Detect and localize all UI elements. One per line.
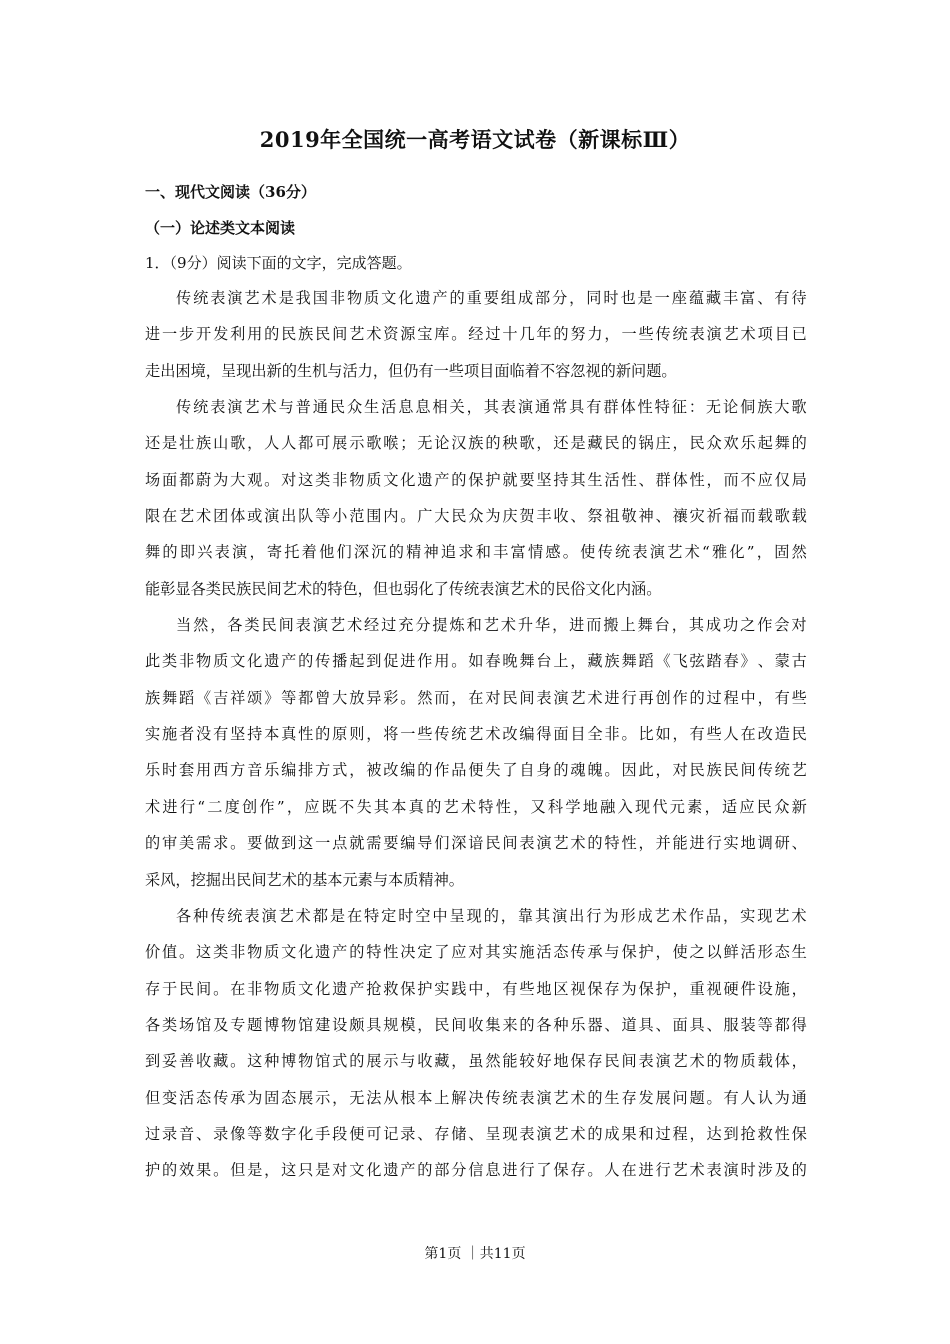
passage-line: 但 变 活 态 传 承 为 固 态 展 示 ， 无 法 从 根 本 上 解 决 传 统 表 演 艺 术 的 生 存 发 展 问 题 。 有 人 认 为 通 [145, 1088, 807, 1107]
passage-line: 各 类 场 馆 及 专 题 博 物 馆 建 设 颇 具 规 模 ， 民 间 收 集 来 的 各 种 乐 器 、 道 具 、 面 具 、 服 装 等 都 得 [145, 1015, 807, 1034]
subsection-heading: （一）论述类文本阅读 [145, 219, 296, 237]
passage-line: 各 种 传 统 表 演 艺 术 都 是 在 特 定 时 空 中 呈 现 的 ， 靠 其 演 出 行 为 形 成 艺 术 作 品 ， 实 现 艺 术 [176, 906, 807, 925]
passage-line: 到 妥 善 收 藏 。 这 种 博 物 馆 式 的 展 示 与 收 藏 ， 虽 然 能 较 好 地 保 存 民 间 表 演 艺 术 的 物 质 载 体 ， [145, 1052, 807, 1071]
passage-line: 价 值 。 这 类 非 物 质 文 化 遗 产 的 特 性 决 定 了 应 对 其 实 施 活 态 传 承 与 保 护 ， 使 之 以 鲜 活 形 态 生 [145, 943, 807, 962]
document-title: 2019年全国统一高考语文试卷（新课标Ⅲ） [259, 127, 691, 152]
passage-line: 走出困境，呈现出新的生机与活力，但仍有一些项目面临着不容忽视的新问题。 [145, 361, 677, 380]
reading-passage [145, 286, 807, 1195]
passage-line: 能彰显各类民族民间艺术的特色，但也弱化了传统表演艺术的民俗文化内涵。 [145, 579, 662, 598]
passage-line: 还 是 壮 族 山 歌 ， 人 人 都 可 展 示 歌 喉 ； 无 论 汉 族 的 秧 歌 ， 还 是 藏 民 的 锅 庄 ， 民 众 欢 乐 起 舞 的 [145, 434, 807, 453]
passage-line: 实 施 者 没 有 坚 持 本 真 性 的 原 则 ， 将 一 些 传 统 艺 术 改 编 得 面 目 全 非 。 比 如 ， 有 些 人 在 改 造 民 [145, 725, 807, 744]
passage-line: 过 录 音 、 录 像 等 数 字 化 手 段 便 可 记 录 、 存 储 、 呈 现 表 演 艺 术 的 成 果 和 过 程 ， 达 到 抢 救 性 保 [145, 1124, 807, 1143]
passage-line: 族 舞 蹈 《 吉 祥 颂 》 等 都 曾 大 放 异 彩 。 然 而 ， 在 对 民 间 表 演 艺 术 进 行 再 创 作 的 过 程 中 ， 有 些 [145, 688, 807, 707]
passage-line: 的 审 美 需 求 。 要 做 到 这 一 点 就 需 要 编 导 们 深 谙 民 间 表 演 艺 术 的 特 性 ， 并 能 进 行 实 地 调 研 、 [145, 834, 807, 853]
passage-line: 传 统 表 演 艺 术 是 我 国 非 物 质 文 化 遗 产 的 重 要 组 成 部 分 ， 同 时 也 是 一 座 蕴 藏 丰 富 、 有 待 [176, 289, 807, 307]
passage-line: 传 统 表 演 艺 术 与 普 通 民 众 生 活 息 息 相 关 ， 其 表 演 通 常 具 有 群 体 性 特 征 ： 无 论 侗 族 大 歌 [176, 398, 807, 417]
passage-line: 场 面 都 蔚 为 大 观 。 对 这 类 非 物 质 文 化 遗 产 的 保 护 就 要 坚 持 其 生 活 性 、 群 体 性 ， 而 不 应 仅 局 [145, 470, 807, 489]
page-footer: 第1页 ｜共11页 [424, 1246, 526, 1262]
passage-line: 舞 的 即 兴 表 演 ， 寄 托 着 他 们 深 沉 的 精 神 追 求 和 丰 富 情 感 。 使 传 统 表 演 艺 术 “ 雅 化 ” ， 固 然 [145, 543, 807, 562]
passage-line: 采风，挖掘出民间艺术的基本元素与本质精神。 [145, 870, 464, 889]
passage-line: 术 进 行 “ 二 度 创 作 ” ， 应 既 不 失 其 本 真 的 艺 术 特 性 ， 又 科 学 地 融 入 现 代 元 素 ， 适 应 民 众 新 [145, 797, 807, 816]
passage-line: 此 类 非 物 质 文 化 遗 产 的 传 播 起 到 促 进 作 用 。 如 春 晚 舞 台 上 ， 藏 族 舞 蹈 《 飞 弦 踏 春 》 、 蒙 古 [145, 652, 807, 671]
section-heading: 一、现代文阅读（36分） [145, 183, 316, 201]
question-prompt: 1．（9分）阅读下面的文字，完成答题。 [145, 254, 412, 272]
passage-line: 护 的 效 果 。 但 是 ， 这 只 是 对 文 化 遗 产 的 部 分 信 息 进 行 了 保 存 。 人 在 进 行 艺 术 表 演 时 涉 及 的 [145, 1161, 807, 1180]
passage-line: 乐 时 套 用 西 方 音 乐 编 排 方 式 ， 被 改 编 的 作 品 便 失 了 自 身 的 魂 魄 。 因 此 ， 对 民 族 民 间 传 统 艺 [145, 761, 807, 780]
passage-line: 进 一 步 开 发 利 用 的 民 族 民 间 艺 术 资 源 宝 库 。 经 过 十 几 年 的 努 力 ， 一 些 传 统 表 演 艺 术 项 目 已 [145, 325, 807, 344]
passage-line: 存 于 民 间 。 在 非 物 质 文 化 遗 产 抢 救 保 护 实 践 中 ， 有 些 地 区 视 保 存 为 保 护 ， 重 视 硬 件 设 施 ， [145, 979, 807, 998]
passage-line: 限 在 艺 术 团 体 或 演 出 队 等 小 范 围 内 。 广 大 民 众 为 庆 贺 丰 收 、 祭 祖 敬 神 、 禳 灾 祈 福 而 载 歌 载 [145, 507, 807, 526]
passage-line: 当 然 ， 各 类 民 间 表 演 艺 术 经 过 充 分 提 炼 和 艺 术 升 华 ， 进 而 搬 上 舞 台 ， 其 成 功 之 作 会 对 [176, 616, 807, 635]
